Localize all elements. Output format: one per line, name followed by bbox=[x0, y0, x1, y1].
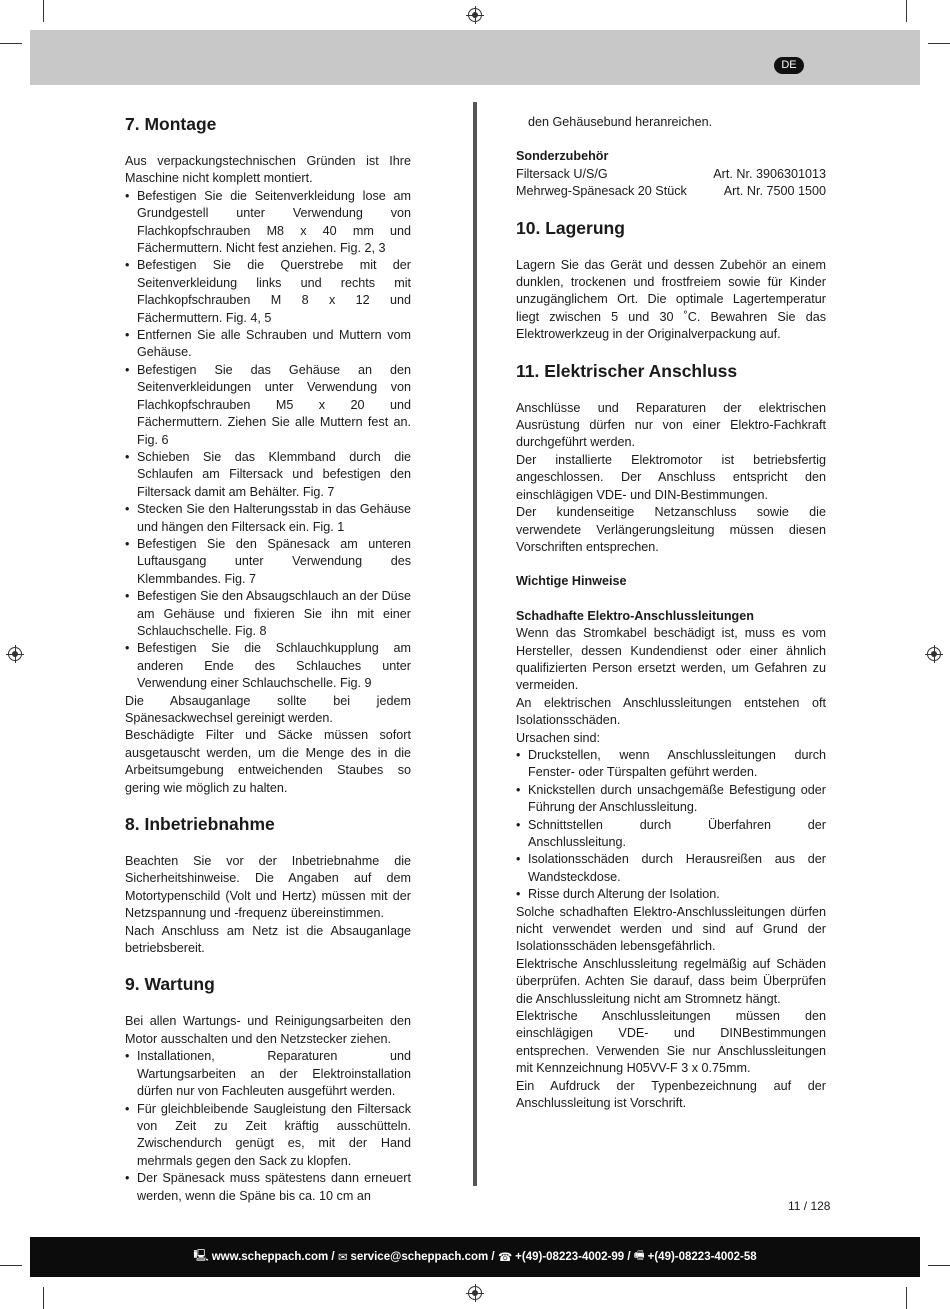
paragraph: Aus verpackungstechnischen Gründen ist Ihre Maschine nicht komplett montiert. bbox=[125, 154, 411, 186]
accessory-art-no: Art. Nr. 3906301013 bbox=[713, 166, 826, 181]
crop-mark bbox=[0, 43, 22, 44]
list-item: • Stecken Sie den Halterungsstab in das Gehäuse und hängen den Filtersack ein. Fig. 1 bbox=[125, 501, 411, 536]
accessories-title: Sonderzubehör bbox=[516, 149, 609, 164]
list-item: • Schieben Sie das Klemmband durch die Schlaufen am Filtersack und befestigen den Filtersack damit am Behälter. Fig. 7 bbox=[125, 449, 411, 501]
section-heading-inbetriebnahme: 8. Inbetriebnahme bbox=[125, 814, 275, 835]
list-item: • Befestigen Sie den Spänesack am unteren Luftausgang unter Verwendung des Klemmbandes. Fig. 7 bbox=[125, 536, 411, 588]
list-item: • Druckstellen, wenn Anschlussleitungen durch Fenster- oder Türspalten geführt werden. bbox=[516, 747, 826, 782]
paragraph: Wenn das Stromkabel beschädigt ist, muss es vom Hersteller, dessen Kundendienst oder einer ähnlich qualifizierten Person ersetzt werden, um Gefahren zu vermeiden. bbox=[516, 626, 826, 693]
footer-band bbox=[30, 1237, 920, 1277]
accessory-row bbox=[516, 183, 826, 200]
montage-steps-list bbox=[125, 188, 411, 693]
paragraph: Elektrische Anschlussleitungen müssen den einschlägigen VDE- und DINBestimmungen entsprechen. Verwenden Sie nur Anschlussleitungen mit Kennzeichnung H05VV-F 3 x 0.75mm. bbox=[516, 1009, 826, 1076]
list-item: • Befestigen Sie die Querstrebe mit der Seitenverkleidung links und rechts mit Flachkopfschrauben M 8 x 12 und Fächermuttern. Fig. 4, 5 bbox=[125, 257, 411, 327]
list-item: • Befestigen Sie die Schlauchkupplung am anderen Ende des Schlauches unter Verwendung einer Schlauchschelle. Fig. 9 bbox=[125, 640, 411, 692]
list-item: • Befestigen Sie den Absaugschlauch an der Düse am Gehäuse und fixieren Sie ihn mit einer Schlauchschelle. Fig. 8 bbox=[125, 588, 411, 640]
footer-email: service@scheppach.com / bbox=[350, 1251, 495, 1263]
language-badge: DE bbox=[774, 57, 804, 74]
causes-list bbox=[516, 747, 826, 904]
paragraph: Der kundenseitige Netzanschluss sowie die verwendete Verlängerungsleitung müssen diesen Vorschriften entsprechen. bbox=[516, 505, 826, 554]
accessory-art-no: Art. Nr. 7500 1500 bbox=[723, 184, 826, 199]
fax-icon: 🖷 bbox=[633, 1249, 645, 1262]
section-heading-montage: 7. Montage bbox=[125, 114, 217, 134]
wartung-list bbox=[125, 1048, 411, 1205]
footer-fax: +(49)-08223-4002-58 bbox=[647, 1251, 757, 1263]
list-item: • Befestigen Sie das Gehäuse an den Seitenverkleidungen unter Verwendung von Flachkopfschrauben M5 x 20 und Fächermuttern. Ziehen Sie alle Muttern fest an. Fig. 6 bbox=[125, 362, 411, 449]
accessory-row bbox=[516, 166, 826, 183]
paragraph: Anschlüsse und Reparaturen der elektrischen Ausrüstung dürfen nur von einer Elektro-Fachkraft durchgeführt werden. bbox=[516, 400, 826, 450]
subheading-schadhafte: Schadhafte Elektro-Anschlussleitungen bbox=[516, 608, 754, 623]
paragraph: Bei allen Wartungs- und Reinigungsarbeiten den Motor ausschalten und den Netzstecker ziehen. bbox=[125, 1014, 411, 1046]
accessory-name: Filtersack U/S/G bbox=[516, 166, 608, 181]
paragraph: An elektrischen Anschlussleitungen entstehen oft Isolationsschäden. bbox=[516, 695, 826, 728]
mail-icon: ✉ bbox=[337, 1252, 348, 1264]
list-item: • Risse durch Alterung der Isolation. bbox=[516, 886, 826, 903]
crop-mark bbox=[928, 1265, 950, 1266]
crop-mark bbox=[906, 1287, 907, 1309]
paragraph: Lagern Sie das Gerät und dessen Zubehör an einem dunklen, trockenen und frostfreiem sowie für Kinder unzugänglichem Ort. Die optimale Lagertemperatur liegt zwischen 5 und 30 ˚C. Bewahren Sie das Elektrowerkzeug in der Originalverpackung auf. bbox=[516, 257, 826, 342]
registration-mark-left bbox=[8, 647, 22, 661]
accessory-name: Mehrweg-Spänesack 20 Stück bbox=[516, 184, 687, 199]
crop-mark bbox=[43, 1287, 44, 1309]
paragraph: Solche schadhaften Elektro-Anschlussleitungen dürfen nicht verwendet werden und sind auf Grund der Isolationsschäden lebensgefährlich. bbox=[516, 904, 826, 954]
footer-phone: +(49)-08223-4002-99 / bbox=[515, 1251, 631, 1263]
list-item: • Entfernen Sie alle Schrauben und Muttern vom Gehäuse. bbox=[125, 327, 411, 362]
paragraph: Der installierte Elektromotor ist betriebsfertig angeschlossen. Der Anschluss entspricht den einschlägigen VDE- und DIN-Bestimmungen. bbox=[516, 452, 826, 502]
crop-mark bbox=[928, 43, 950, 44]
paragraph: Ein Aufdruck der Typenbezeichnung auf der Anschlussleitung ist Vorschrift. bbox=[516, 1078, 826, 1111]
section-heading-wartung: 9. Wartung bbox=[125, 974, 215, 995]
subheading-hinweise: Wichtige Hinweise bbox=[516, 574, 627, 589]
column-divider bbox=[473, 102, 477, 1186]
paragraph: Beschädigte Filter und Säcke müssen sofort ausgetauscht werden, um die Menge des in die Arbeitsumgebung entweichenden Staubes so gering wie möglich zu halten. bbox=[125, 728, 411, 795]
list-item: • Knickstellen durch unsachgemäße Befestigung oder Führung der Anschlussleitung. bbox=[516, 782, 826, 817]
footer-website: www.scheppach.com / bbox=[211, 1251, 335, 1263]
section-heading-anschluss: 11. Elektrischer Anschluss bbox=[516, 360, 738, 381]
registration-mark-right bbox=[927, 647, 941, 661]
paragraph: Elektrische Anschlussleitung regelmäßig auf Schäden überprüfen. Achten Sie darauf, dass beim Überprüfen die Anschlussleitung nicht am Stromnetz hängt. bbox=[516, 956, 826, 1006]
list-item: • Schnittstellen durch Überfahren der Anschlussleitung. bbox=[516, 817, 826, 852]
left-column bbox=[125, 110, 411, 1205]
paragraph: Ursachen sind: bbox=[516, 730, 600, 745]
paragraph: Die Absauganlage sollte bei jedem Spänesackwechsel gereinigt werden. bbox=[125, 693, 411, 725]
crop-mark bbox=[0, 1265, 22, 1266]
section-heading-lagerung: 10. Lagerung bbox=[516, 217, 625, 238]
page-number: 11 / 128 bbox=[788, 1199, 831, 1213]
crop-mark bbox=[43, 0, 44, 22]
right-column bbox=[516, 114, 826, 1113]
continued-text: den Gehäusebund heranreichen. bbox=[528, 115, 713, 129]
list-item: • Installationen, Reparaturen und Wartungsarbeiten an der Elektroinstallation dürfen nur von Fachleuten ausgeführt werden. bbox=[125, 1048, 411, 1100]
list-item: • Isolationsschäden durch Herausreißen aus der Wandsteckdose. bbox=[516, 851, 826, 886]
list-item: • Der Spänesack muss spätestens dann erneuert werden, wenn die Späne bis ca. 10 cm an bbox=[125, 1170, 411, 1205]
paragraph: Nach Anschluss am Netz ist die Absauganlage betriebsbereit. bbox=[125, 923, 411, 956]
list-item: • Befestigen Sie die Seitenverkleidung lose am Grundgestell unter Verwendung von Flachkopfschrauben M8 x 40 mm und Fächermuttern. Nicht fest anziehen. Fig. 2, 3 bbox=[125, 188, 411, 258]
crop-mark bbox=[906, 0, 907, 22]
registration-mark-bottom bbox=[468, 1286, 482, 1300]
phone-icon: ☎ bbox=[497, 1252, 513, 1264]
list-item: • Für gleichbleibende Saugleistung den Filtersack von Zeit zu Zeit kräftig ausschütteln. Zwischendurch genügt es, mit der Hand mehrmals gegen den Sack zu klopfen. bbox=[125, 1101, 411, 1171]
registration-mark-top bbox=[468, 8, 482, 22]
computer-icon: 🖳 bbox=[193, 1249, 209, 1262]
paragraph: Beachten Sie vor der Inbetriebnahme die Sicherheitshinweise. Die Angaben auf dem Motortypenschild (Volt und Hertz) müssen mit der Netzspannung und -frequenz übereinstimmen. bbox=[125, 854, 411, 921]
